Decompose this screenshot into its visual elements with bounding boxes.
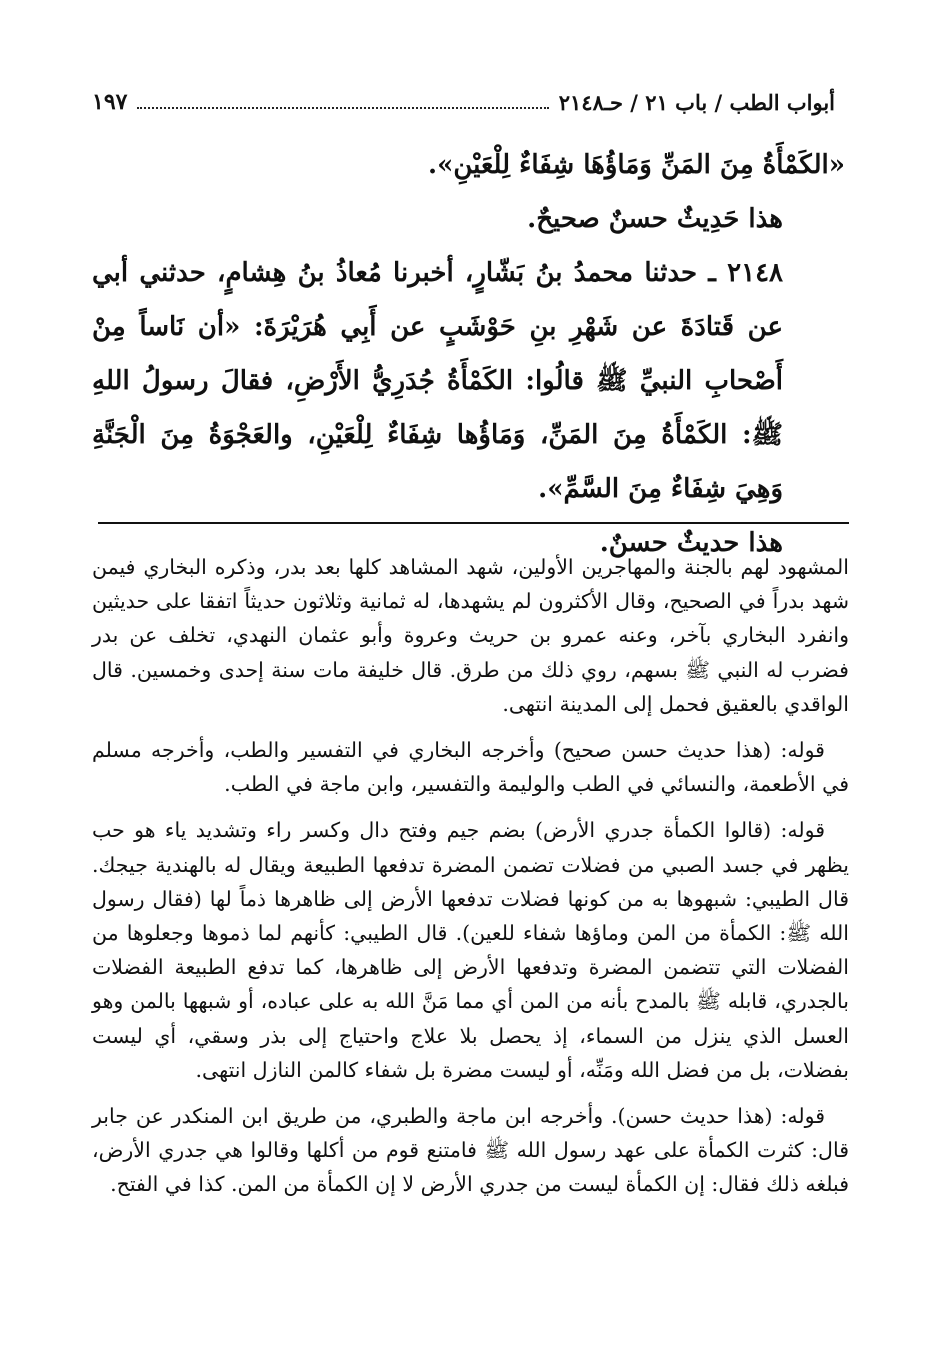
hadith-body: ـ حدثنا محمدُ بنُ بَشّارٍ، أخبرنا مُعاذُ بنُ هِشامٍ، حدثني أبي عن قَتادَةَ عن شَهْرِ بنِ حَوْشَبٍ عن أَبِي هُرَيْرَةَ: «أن نَاساً مِنْ أَصْحابِ النبيِّ ﷺ قالُوا: الكَمْأَةُ جُدَرِيُّ الأَرْضِ، فقالَ رسولُ اللهِ ﷺ: الكَمْأَةُ مِنَ المَنِّ، وَمَاؤُها شِفَاءٌ لِلْعَيْنِ، والعَجْوَةُ مِنَ الْجَنَّةِ وَهِيَ شِفَاءٌ مِنَ السَّمِّ». <box>92 258 783 504</box>
header-dot-leader <box>137 105 548 109</box>
hadith-number: ٢١٤٨ <box>727 258 783 288</box>
hadith-paragraph <box>92 246 845 516</box>
commentary-block <box>92 550 849 1214</box>
header-title: أبواب الطب / باب ٢١ / حـ٢١٤٨ <box>558 89 835 115</box>
hadith-end-line: «الكَمْأَةُ مِنَ المَنِّ وَمَاؤُهَا شِفَاءٌ لِلْعَيْنِ». <box>428 150 845 180</box>
hadith-text-block <box>92 138 845 570</box>
commentary-paragraph: المشهود لهم بالجنة والمهاجرين الأولين، شهد المشاهد كلها بعد بدر، وذكره البخاري فيمن شهد بدراً في الصحيح، وقال الأكثرون لم يشهدها، له ثمانية وثلاثون حديثاً اتفقا على حديثين وانفرد البخاري بآخر، وعنه عمرو بن حريث وعروة وأبو عثمان النهدي، تخلف عن بدر فضرب له النبي ﷺ بسهم، روي ذلك من طرق. قال خليفة مات سنة إحدى وخمسين. قال الواقدي بالعقيق فحمل إلى المدينة انتهى. <box>92 555 849 716</box>
page-number: ١٩٧ <box>92 89 128 115</box>
commentary-paragraph: قوله: (هذا حديث حسن صحيح) وأخرجه البخاري في التفسير والطب، وأخرجه مسلم في الأطعمة، والنسائي في الطب والوليمة والتفسير، وابن ماجة في الطب. <box>92 738 849 797</box>
commentary-paragraph: قوله: (قالوا الكمأة جدري الأرض) بضم جيم وفتح دال وكسر راء وتشديد ياء هو حب يظهر في جسد الصبي من فضلات تضمن المضرة تدفعها الطبيعة ويقال له بالهندية جيجك. قال الطيبي: شبهوها به من كونها فضلات تدفعها الأرض إلى ظاهرها ذماً لها (فقال رسول الله ﷺ: الكمأة من المن وماؤها شفاء للعين). قال الطيبي: كأنهم لما ذموها وجعلوها من الفضلات التي تتضمن المضرة وتدفعها الأرض إلى ظاهرها، كما تدفع الطبيعة الفضلات بالجدري، قابله ﷺ بالمدح بأنه من المن أي مما مَنَّ الله به على عباده، أو شبهها بالمن وهو العسل الذي ينزل من السماء، إذ يحصل بلا علاج واحتياج إلى بذر وسقي، أي ليست بفضلات، بل من فضل الله ومَنِّه، أو ليست مضرة بل شفاء كالمن النازل انتهى. <box>92 818 849 1082</box>
footnote-separator <box>98 522 849 524</box>
running-header <box>92 86 835 118</box>
grading-line-last: هذا حديثٌ حسنٌ. <box>599 528 783 558</box>
commentary-paragraph: قوله: (هذا حديث حسن). وأخرجه ابن ماجة والطبري، من طريق ابن المنكدر عن جابر قال: كثرت الكمأة على عهد رسول الله ﷺ فامتنع قوم من أكلها وقالوا هي جدري الأرض، فبلغه ذلك فقال: إن الكمأة ليست من جدري الأرض لا إن الكمأة من المن. كذا في الفتح. <box>92 1104 849 1197</box>
grading-line: هذا حَدِيثٌ حسنٌ صحيحٌ. <box>527 204 783 234</box>
